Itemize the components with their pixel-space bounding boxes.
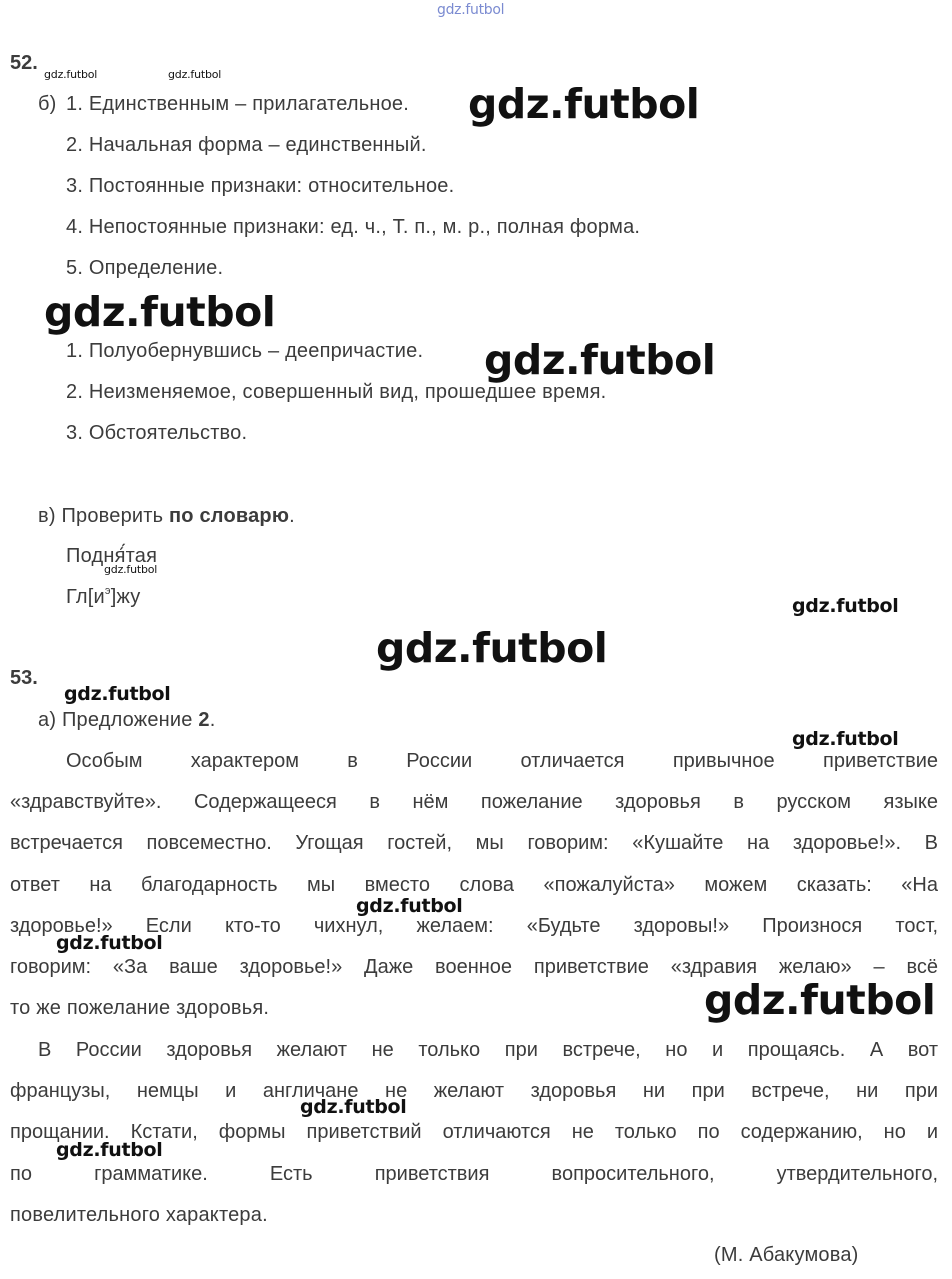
watermark-large: gdz.futbol [44, 288, 276, 336]
watermark-top: gdz.futbol [437, 2, 505, 18]
paragraph-line: встречается повсеместно. Угощая гостей, мы говорим: «Кушайте на здоровье!». В [10, 832, 938, 854]
word2-end: ]жу [110, 586, 141, 608]
paragraph-line-last: повелительного характера. [10, 1204, 268, 1226]
ex53-a-suffix: . [209, 709, 216, 731]
watermark-medium: gdz.futbol [792, 728, 899, 750]
word2-sup: э [104, 585, 111, 597]
watermark-medium: gdz.futbol [56, 932, 163, 954]
paragraph-line: прощании. Кстати, формы приветствий отличаются не только по содержанию, но и [10, 1121, 938, 1143]
paragraph-line: говорим: «За ваше здоровье!» Даже военное приветствие «здравия желаю» – всё [10, 956, 938, 978]
paragraph-line: «здравствуйте». Содержащееся в нём пожелание здоровья в русском языке [10, 791, 938, 813]
ex52-b-line: 4. Непостоянные признаки: ед. ч., Т. п., м. р., полная форма. [66, 216, 641, 238]
ex53-a-line [38, 708, 216, 732]
ex52-b-line: 1. Полуобернувшись – деепричастие. [66, 340, 424, 362]
watermark-medium: gdz.futbol [300, 1096, 407, 1118]
exercise-53-number: 53. [10, 667, 38, 689]
watermark-medium: gdz.futbol [64, 683, 171, 705]
ex52-b-prefix: б) [38, 93, 57, 115]
watermark-large: gdz.futbol [484, 336, 716, 384]
ex52-v-prefix: в) Проверить [38, 505, 164, 527]
author: (М. Абакумова) [714, 1244, 859, 1266]
word1-end: тая [125, 545, 158, 567]
watermark-small: gdz.futbol [44, 68, 98, 81]
ex52-v-bold: по словарю [169, 505, 290, 527]
paragraph-line-last: то же пожелание здоровья. [10, 997, 270, 1019]
ex52-b-line: 3. Постоянные признаки: относительное. [66, 175, 455, 197]
watermark-small: gdz.futbol [104, 563, 158, 576]
watermark-large: gdz.futbol [704, 976, 936, 1024]
ex52-v-line [38, 504, 295, 528]
exercise-52-number: 52. [10, 52, 38, 74]
ex52-b-line: 5. Определение. [66, 257, 224, 279]
ex52-b-line: 2. Начальная форма – единственный. [66, 134, 427, 156]
watermark-small: gdz.futbol [168, 68, 222, 81]
watermark-medium: gdz.futbol [792, 595, 899, 617]
paragraph-line: по грамматике. Есть приветствия вопросительного, утвердительного, [10, 1163, 938, 1185]
ex53-a-prefix: а) Предложение [38, 709, 193, 731]
word1-start: Подня [66, 545, 126, 567]
word2-start: Гл[и [66, 586, 105, 608]
ex53-a-num: 2 [198, 709, 210, 731]
watermark-medium: gdz.futbol [56, 1139, 163, 1161]
watermark-medium: gdz.futbol [356, 895, 463, 917]
paragraph-line: французы, немцы и англичане не желают здоровья ни при встрече, ни при [10, 1080, 938, 1102]
paragraph-line: В России здоровья желают не только при встрече, но и прощаясь. А вот [38, 1039, 938, 1061]
ex52-v-word2 [66, 585, 141, 609]
ex52-b-line: 2. Неизменяемое, совершенный вид, прошедшее время. [66, 381, 607, 403]
ex52-b-line: 1. Единственным – прилагательное. [66, 93, 409, 115]
paragraph-line: Особым характером в России отличается привычное приветствие [66, 750, 938, 772]
ex52-v-suffix: . [289, 505, 295, 527]
watermark-large: gdz.futbol [376, 624, 608, 672]
ex52-b-line: 3. Обстоятельство. [66, 422, 248, 444]
watermark-large: gdz.futbol [468, 80, 700, 128]
paragraph-line: здоровье!» Если кто-то чихнул, желаем: «Будьте здоровы!» Произнося тост, [10, 915, 938, 937]
paragraph-line: ответ на благодарность мы вместо слова «пожалуйста» можем сказать: «На [10, 874, 938, 896]
